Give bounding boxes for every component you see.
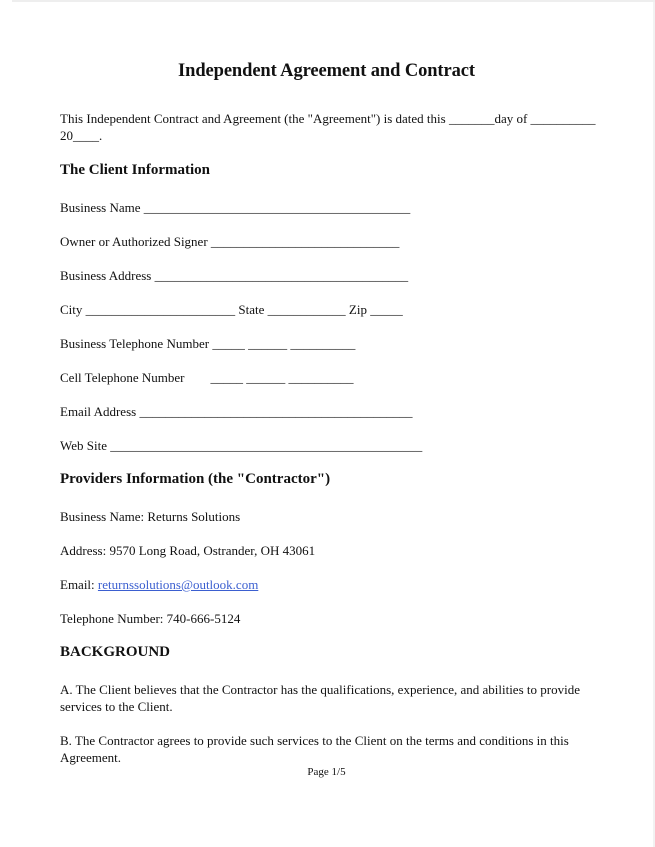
field-cell-telephone xyxy=(60,369,353,386)
field-email-address xyxy=(60,403,412,420)
field-label: City xyxy=(60,302,83,317)
field-business-telephone xyxy=(60,335,355,352)
field-label: Web Site xyxy=(60,438,107,453)
field-blank: _____ ______ __________ xyxy=(212,336,356,351)
field-web-site xyxy=(60,437,422,454)
client-info-heading: The Client Information xyxy=(60,162,210,178)
background-para-a: A. The Client believes that the Contractor has the qualifications, experience, and abilities to provide services to the Client. xyxy=(60,682,580,714)
field-blank: ________________________________________________ xyxy=(110,438,423,453)
field-business-address xyxy=(60,267,408,284)
provider-email-link[interactable]: returnssolutions@outlook.com xyxy=(97,577,259,592)
provider-business-name: Business Name: Returns Solutions xyxy=(60,509,241,524)
background-heading: BACKGROUND xyxy=(60,644,171,660)
document-title: Independent Agreement and Contract xyxy=(178,61,475,81)
field-label: Email Address xyxy=(60,404,137,419)
field-label: Business Telephone Number xyxy=(60,336,210,351)
field-label: Business Name xyxy=(60,200,141,215)
field-label: Business Address xyxy=(60,268,152,283)
field-blank: _________________________________________ xyxy=(143,200,411,215)
field-blank: _____ ______ __________ xyxy=(187,370,354,385)
intro-paragraph: This Independent Contract and Agreement (the "Agreement") is dated this _______day of __________ 20____. xyxy=(60,111,596,143)
provider-email-label: Email: xyxy=(60,577,98,592)
field-business-name xyxy=(60,199,410,216)
field-blank: __________________________________________ xyxy=(139,404,413,419)
field-owner-signer xyxy=(60,233,399,250)
background-para-b: B. The Contractor agrees to provide such services to the Client on the terms and conditions in this Agreement. xyxy=(60,733,569,765)
provider-info-heading: Providers Information (the "Contractor") xyxy=(60,471,331,487)
field-label: Owner or Authorized Signer xyxy=(60,234,208,249)
provider-telephone: Telephone Number: 740-666-5124 xyxy=(60,611,241,626)
field-blank: _____________________________ xyxy=(210,234,400,249)
field-blank: _______________________ State ____________ Zip _____ xyxy=(85,302,403,317)
field-city-state-zip xyxy=(60,301,403,318)
page-indicator: Page 1/5 xyxy=(307,766,346,778)
provider-email-line xyxy=(60,576,258,593)
field-label: Cell Telephone Number xyxy=(60,370,185,385)
provider-address: Address: 9570 Long Road, Ostrander, OH 43061 xyxy=(60,543,316,558)
field-blank: _______________________________________ xyxy=(154,268,409,283)
